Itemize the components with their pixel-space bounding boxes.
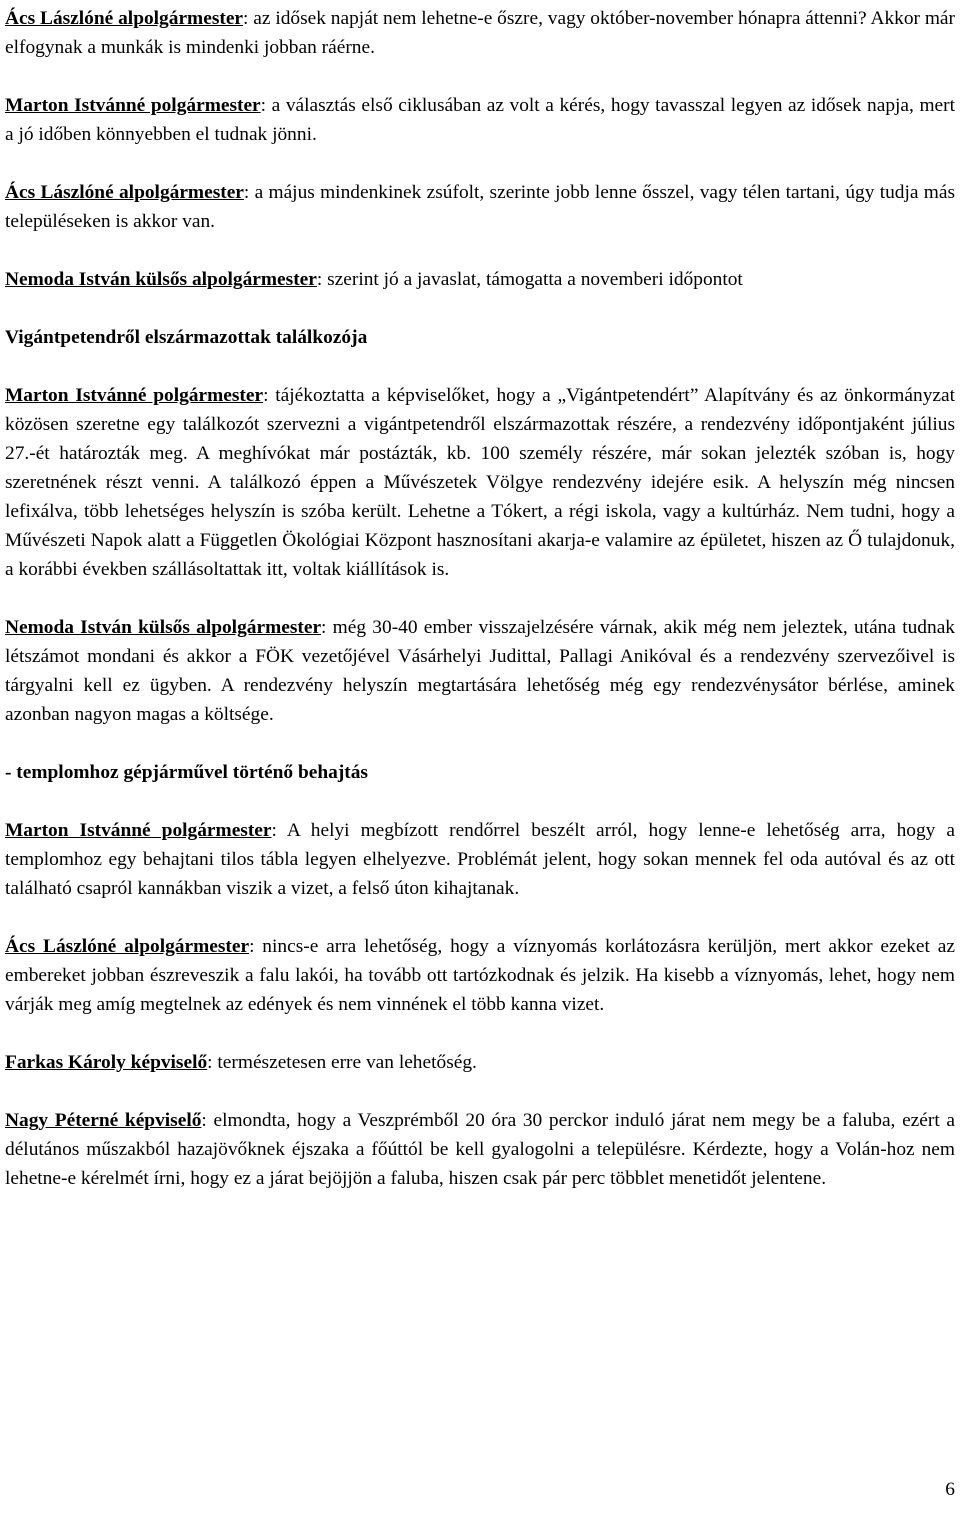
paragraph-7 bbox=[5, 613, 955, 729]
paragraph-10 bbox=[5, 932, 955, 1019]
speech-text: : elmondta, hogy a Veszprémből 20 óra 30 perckor induló járat nem megy be a faluba, ezért a délutános műszakból hazajövőknek éjszaka a főúttól be kell gyalogolni a településre. Kérdezte, hogy a Volán-hoz nem lehetne-e kérelmét írni, hogy ez a járat bejöjjön a faluba, hiszen csak pár perc többlet menetidőt jelentene. bbox=[5, 1110, 955, 1189]
speaker-name: Marton Istvánné polgármester bbox=[5, 820, 272, 841]
paragraph-2 bbox=[5, 91, 955, 149]
speech-text: : a május mindenkinek zsúfolt, szerinte jobb lenne ősszel, vagy télen tartani, úgy tudja más településeken is akkor van. bbox=[5, 182, 955, 232]
speaker-name: Nemoda István külsős alpolgármester bbox=[5, 617, 322, 638]
speech-text: : A helyi megbízott rendőrrel beszélt arról, hogy lenne-e lehetőség arra, hogy a templomhoz egy behajtani tilos tábla legyen elhelyezve. Problémát jelent, hogy sokan mennek fel oda autóval és az ott található csapról kannákban viszik a vizet, a felső úton kihajtanak. bbox=[5, 820, 955, 899]
speaker-name: Ács Lászlóné alpolgármester bbox=[5, 8, 244, 29]
speaker-name: Farkas Károly képviselő bbox=[5, 1052, 208, 1073]
section-heading: Vigántpetendről elszármazottak találkozója bbox=[5, 327, 368, 348]
speaker-name: Nagy Péterné képviselő bbox=[5, 1110, 202, 1131]
speaker-name: Nemoda István külsős alpolgármester bbox=[5, 269, 317, 290]
speech-text: : a választás első ciklusában az volt a kérés, hogy tavasszal legyen az idősek napja, mert a jó időben könnyebben el tudnak jönni. bbox=[5, 95, 955, 145]
speech-text: : még 30-40 ember visszajelzésére várnak, akik még nem jeleztek, utána tudnak létszámot mondani és akkor a FÖK vezetőjével Vásárhelyi Judittal, Pallagi Anikóval és a rendezvény szervezőivel is tárgyalni kell ez ügyben. A rendezvény helyszín megtartására lehetőség még egy rendezvénysátor bérlése, aminek azonban nagyon magas a költsége. bbox=[5, 617, 955, 725]
speaker-name: Marton Istvánné polgármester bbox=[5, 95, 261, 116]
section-heading: - templomhoz gépjárművel történő behajtás bbox=[5, 762, 368, 783]
speaker-name: Ács Lászlóné alpolgármester bbox=[5, 182, 244, 203]
speech-text: : szerint jó a javaslat, támogatta a novemberi időpontot bbox=[316, 269, 743, 290]
page-number: 6 bbox=[945, 1479, 955, 1500]
speech-text: : tájékoztatta a képviselőket, hogy a „Vigántpetendért” Alapítvány és az önkormányzat közösen szeretne egy találkozót szervezni a vigántpetendről elszármazottak részére, a rendezvény időpontjaként július 27.-ét határozták meg. A meghívókat már postázták, kb. 100 személy részére, már sokan jelezték szóban is, hogy szeretnének részt venni. A találkozó éppen a Művészetek Völgye rendezvény idejére esik. A helyszín még nincsen lefixálva, több lehetséges helyszín is szóba került. Lehetne a Tókert, a régi iskola, vagy a kultúrház. Nem tudni, hogy a Művészeti Napok alatt a Független Ökológiai Központ hasznosítani akarja-e valamire az épületet, hiszen az Ő tulajdonuk, a korábbi években szállásoltattak itt, voltak kiállítások is. bbox=[5, 385, 955, 580]
paragraph-6 bbox=[5, 381, 955, 584]
paragraph-3 bbox=[5, 178, 955, 236]
speech-text: : az idősek napját nem lehetne-e őszre, vagy október-november hónapra áttenni? Akkor már elfogynak a munkák is mindenki jobban ráérne. bbox=[5, 8, 955, 58]
paragraph-11 bbox=[5, 1048, 955, 1077]
paragraph-9 bbox=[5, 816, 955, 903]
speech-text: : természetesen erre van lehetőség. bbox=[207, 1052, 477, 1073]
paragraph-12 bbox=[5, 1106, 955, 1193]
paragraph-1 bbox=[5, 4, 955, 62]
document-page bbox=[5, 4, 955, 1222]
paragraph-4 bbox=[5, 265, 955, 294]
speech-text: : nincs-e arra lehetőség, hogy a víznyomás korlátozásra kerüljön, mert akkor ezeket az embereket jobban észreveszik a falu lakói, ha tovább ott tartózkodnak és jelzik. Ha kisebb a víznyomás, lehet, hogy nem várják meg amíg megtelnek az edények és nem vinnének el több kanna vizet. bbox=[5, 936, 955, 1015]
speaker-name: Marton Istvánné polgármester bbox=[5, 385, 264, 406]
speaker-name: Ács Lászlóné alpolgármester bbox=[5, 936, 250, 957]
